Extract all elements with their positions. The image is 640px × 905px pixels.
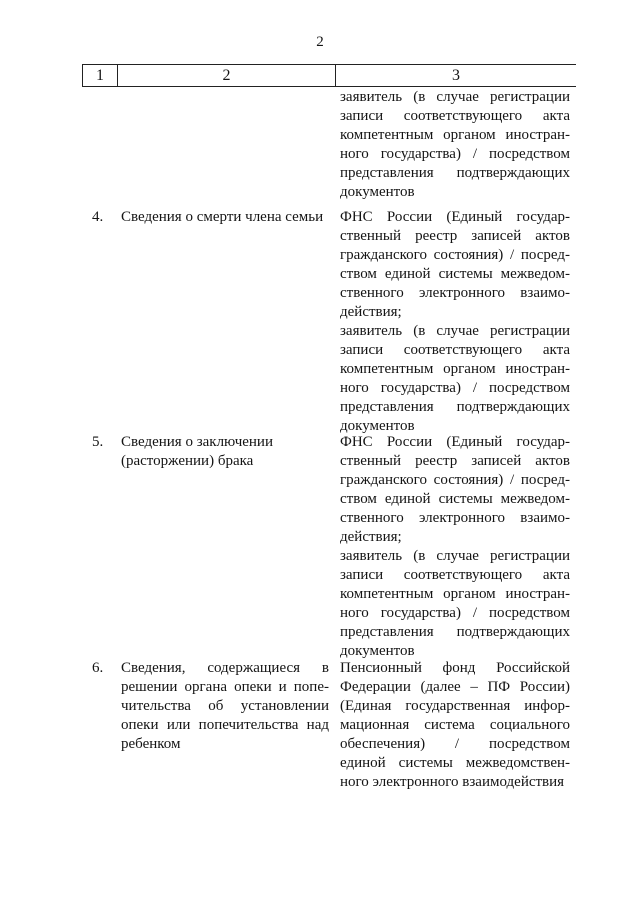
text-line: представления подтверждающих bbox=[340, 165, 570, 181]
header-col-3: 3 bbox=[452, 66, 460, 84]
text-line: записи соответствующего акта bbox=[340, 567, 570, 583]
text-line: (Единая государственная инфор- bbox=[340, 698, 570, 714]
text-line: ственного электронного взаимо- bbox=[340, 285, 570, 301]
text-line: компетентным органом иностран- bbox=[340, 361, 570, 377]
text-line: заявитель (в случае регистрации bbox=[340, 89, 570, 105]
name-cell bbox=[121, 208, 329, 227]
text-line: ством единой системы межведом- bbox=[340, 266, 570, 282]
header-col-2: 2 bbox=[118, 65, 336, 86]
text-line: ного электронного взаимодействия bbox=[340, 774, 565, 790]
text-line: документов bbox=[340, 184, 415, 200]
text-line: действия; bbox=[340, 529, 402, 545]
text-line: записи соответствующего акта bbox=[340, 342, 570, 358]
text-line: ФНС России (Единый государ- bbox=[340, 209, 570, 225]
text-line: чительства об установлении bbox=[121, 698, 329, 714]
text-line: ного государства) / посредством bbox=[340, 380, 570, 396]
table-header-row bbox=[82, 64, 576, 87]
text-line: гражданского состояния) / посред- bbox=[340, 247, 570, 263]
text-line: ФНС России (Единый государ- bbox=[340, 434, 570, 450]
row-number: 4. bbox=[92, 209, 104, 225]
text-line: записи соответствующего акта bbox=[340, 108, 570, 124]
text-line: гражданского состояния) / посред- bbox=[340, 472, 570, 488]
name-cell bbox=[121, 659, 329, 754]
source-cell bbox=[340, 208, 570, 436]
text-line: (расторжении) брака bbox=[121, 453, 254, 469]
text-line: ственный реестр записей актов bbox=[340, 228, 570, 244]
text-line: решении органа опеки и попе- bbox=[121, 679, 329, 695]
row-number: 6. bbox=[92, 660, 104, 676]
text-line: представления подтверждающих bbox=[340, 399, 570, 415]
source-cell bbox=[340, 433, 570, 661]
text-line: обеспечения) / посредством bbox=[340, 736, 570, 752]
text-line: ребенком bbox=[121, 736, 181, 752]
page-number: 2 bbox=[316, 34, 324, 50]
text-line: заявитель (в случае регистрации bbox=[340, 323, 570, 339]
text-line: ного государства) / посредством bbox=[340, 146, 570, 162]
source-cell bbox=[340, 659, 570, 792]
text-line: ственный реестр записей актов bbox=[340, 453, 570, 469]
text-line: заявитель (в случае регистрации bbox=[340, 548, 570, 564]
source-cell bbox=[340, 88, 570, 202]
text-line: компетентным органом иностран- bbox=[340, 127, 570, 143]
name-cell bbox=[121, 433, 329, 471]
text-line: Сведения, содержащиеся в bbox=[121, 660, 329, 676]
text-line: опеки или попечительства над bbox=[121, 717, 329, 733]
text-line: ством единой системы межведом- bbox=[340, 491, 570, 507]
text-line: представления подтверждающих bbox=[340, 624, 570, 640]
text-line: документов bbox=[340, 643, 415, 659]
text-line: единой системы межведомствен- bbox=[340, 755, 570, 771]
text-line: Пенсионный фонд Российской bbox=[340, 660, 570, 676]
text-line: документов bbox=[340, 418, 415, 434]
text-line: мационная система социального bbox=[340, 717, 570, 733]
text-line: Сведения о смерти члена семьи bbox=[121, 209, 324, 225]
text-line: ного государства) / посредством bbox=[340, 605, 570, 621]
row-number: 5. bbox=[92, 434, 104, 450]
text-line: компетентным органом иностран- bbox=[340, 586, 570, 602]
text-line: действия; bbox=[340, 304, 402, 320]
text-line: Сведения о заключении bbox=[121, 434, 273, 450]
text-line: ственного электронного взаимо- bbox=[340, 510, 570, 526]
header-col-1: 1 bbox=[82, 65, 118, 86]
text-line: Федерации (далее – ПФ России) bbox=[340, 679, 570, 695]
